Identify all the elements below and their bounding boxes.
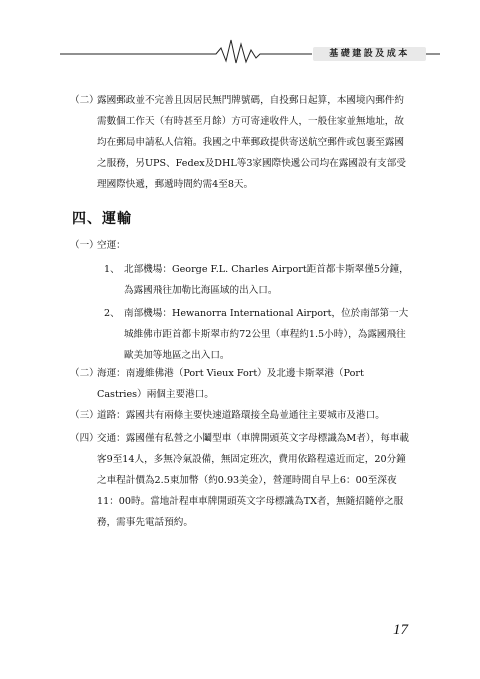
traffic-marker: （四） [70, 433, 99, 444]
postal-marker: （二） [70, 95, 99, 106]
sea-marker: （二） [70, 368, 99, 379]
air-item-south-marker: 2、 [104, 308, 120, 319]
road-paragraph [70, 405, 410, 426]
traffic-paragraph [70, 428, 410, 533]
page-header [0, 0, 480, 70]
header-chapter-tab: 基礎建設及成本 [313, 47, 426, 61]
sea-paragraph [70, 363, 410, 405]
air-item-north [104, 259, 410, 301]
air-marker: （一） [70, 240, 99, 251]
air-item-south [104, 303, 410, 366]
road-text: 道路：露國共有兩條主要快速道路環接全島並通往主要城市及港口。 [97, 410, 385, 421]
air-item-north-marker: 1、 [104, 264, 120, 275]
traffic-text: 交通：露國僅有私營之小鬮型車（車牌開頭英文字母標識為M者），每車載客9至14人，多無冷氣設備，無固定班次，費用依路程遠近而定，20分鐘之車程計價為2.5東加幣（約0.93美金），營運時間自早上6：00至深夜11：00時。當地計程車車牌開頭英文字母標識為TX者，無隨招隨停之服務，需事先電話預約。 [97, 433, 410, 528]
sea-text: 海運：南邊維佛港（Port Vieux Fort）及北邊卡斯翠港（Port Castries）兩個主要港口。 [97, 368, 364, 400]
air-item-north-text: 北部機場：George F.L. Charles Airport距首都卡斯翠僅5分鐘，為露國飛往加勒比海區域的出入口。 [124, 264, 409, 296]
air-item-south-text: 南部機場：Hewanorra International Airport，位於南部第一大城維佛市距首都卡斯翠市約72公里（車程約1.5小時），為露國飛往歐美加等地區之出入口。 [124, 308, 409, 361]
page-number: 17 [393, 622, 408, 638]
road-marker: （三） [70, 410, 99, 421]
postal-text: 露國郵政並不完善且因居民無門牌號碼，自投郵日起算，本國境內郵件約需數個工作天（有時甚至月餘）方可寄達收件人，一般住家並無地址，故均在郵局申請私人信箱。我國之中華郵政提供寄送航空郵件或包裹至露國之服務，另UPS、Fedex及DHL等3家國際快遞公司均在露國設有支部受理國際快遞，郵遞時間約需4至8天。 [97, 95, 406, 190]
air-label: 空運： [97, 240, 126, 251]
section-title-transport: 四、運輸 [72, 211, 132, 227]
postal-paragraph [70, 90, 410, 195]
air-paragraph [70, 235, 410, 256]
